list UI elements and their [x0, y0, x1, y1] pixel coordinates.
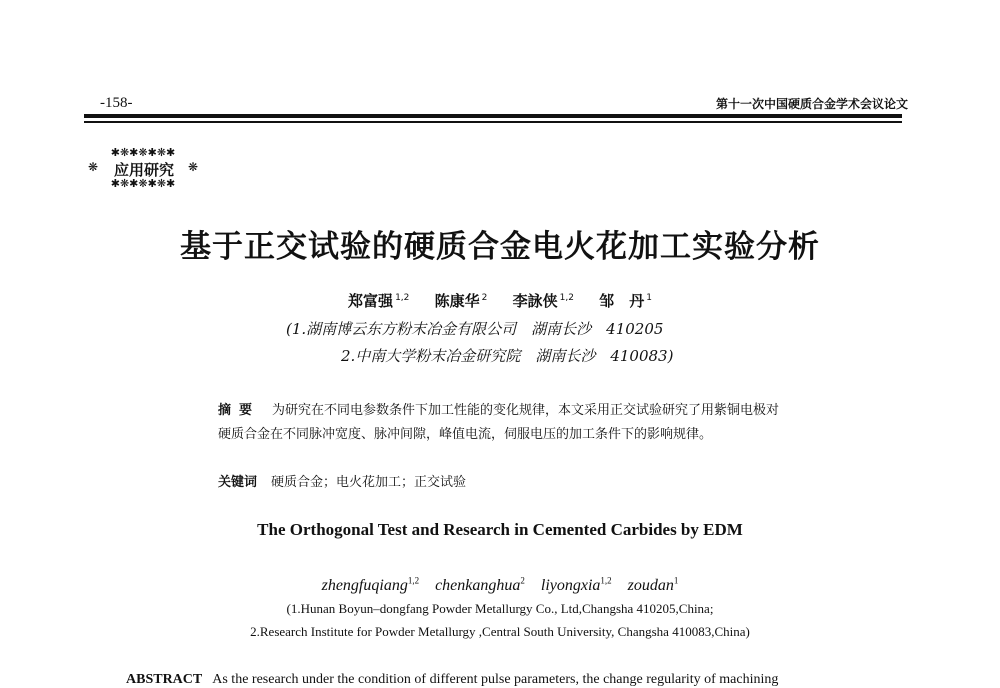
author-en: zoudan$^1$ — [627, 576, 679, 595]
author-list-cn — [0, 290, 1000, 311]
abstract-en — [126, 672, 878, 688]
author-cn: 陈康华 $^2$ — [434, 292, 488, 310]
abstract-en-text: As the research under the condition of different pulse parameters, the change regularity of machining — [212, 672, 779, 687]
author-cn: 李詠侠 $^{1,2}$ — [512, 292, 574, 310]
page-number: -158- — [100, 95, 133, 111]
author-cn: 郑富强 $^{1,2}$ — [348, 292, 410, 310]
author-cn: 邹 丹 $^1$ — [599, 292, 652, 310]
keywords-cn-text: 硬质合金；电火花加工；正交试验 — [271, 475, 467, 490]
author-en: liyongxia$^{1,2}$ — [540, 576, 612, 595]
abstract-en-label: ABSTRACT — [126, 672, 203, 687]
ornament-right: ❋ — [187, 160, 198, 174]
ornament-top: ✱❋✱❋✱❋✱ — [110, 146, 176, 159]
affiliation-en-2: 2.Research Institute for Powder Metallurgy ,Central South University, Changsha 410083,China) — [250, 624, 750, 639]
affiliation-cn-1: (1.湖南博云东方粉末冶金有限公司 湖南长沙 410205 — [286, 320, 664, 338]
ornament-left: ❋ — [88, 160, 99, 174]
keywords-cn — [218, 471, 466, 490]
running-header: 第十一次中国硬质合金学术会议论文 — [715, 97, 908, 111]
affiliation-en-1: (1.Hunan Boyun–dongfang Powder Metallurgy Co., Ltd,Changsha 410205,China; — [286, 601, 714, 616]
category-label: 应用研究 — [113, 161, 174, 179]
paper-title-cn: 基于正交试验的硬质合金电火花加工实验分析 — [180, 229, 820, 265]
author-en: zhengfuqiang$^{1,2}$ — [321, 576, 420, 595]
ornament-bottom: ✱❋✱❋✱❋✱ — [110, 177, 176, 190]
affiliation-cn-2: 2.中南大学粉末冶金研究院 湖南长沙 410083) — [341, 347, 674, 365]
abstract-cn-text: 为研究在不同电参数条件下加工性能的变化规律，本文采用正交试验研究了用紫铜电极对硬质合金在不同脉冲宽度、脉冲间隙，峰值电流，伺服电压的加工条件下的影响规律。 — [218, 403, 780, 442]
author-list-en — [0, 576, 1000, 595]
abstract-cn-label: 摘要 — [218, 403, 261, 418]
section-category-badge — [88, 147, 198, 189]
paper-title-en: The Orthogonal Test and Research in Cemented Carbides by EDM — [257, 520, 743, 539]
header-rule-thick — [84, 114, 902, 118]
abstract-cn — [218, 399, 783, 447]
author-en: chenkanghua$^2$ — [435, 576, 525, 595]
keywords-cn-label: 关键词 — [218, 475, 258, 490]
header-rule-thin — [84, 121, 902, 123]
